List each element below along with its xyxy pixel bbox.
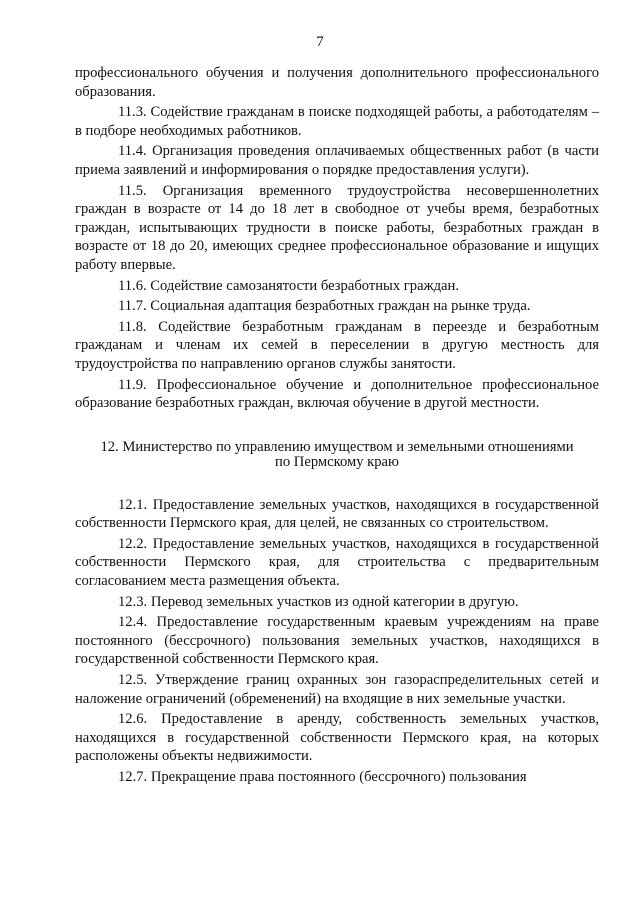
section-12-heading-line2: по Пермскому краю [275,454,399,471]
paragraph-12-2: 12.2. Предоставление земельных участков, находящихся в государственной собственности Пермского края, для строительства с предварительным согласованием места размещения объекта. [75,535,599,590]
paragraph-11-8: 11.8. Содействие безработным гражданам в переезде и безработным гражданам и членам их семей в переселении в другую местность для трудоустройства по направлению органов службы занятости. [75,318,599,372]
paragraph-12-3: 12.3. Перевод земельных участков из одной категории в другую. [118,593,519,610]
document-body [75,64,599,789]
paragraph-11-9: 11.9. Профессиональное обучение и дополнительное профессиональное образование безработных граждан, включая обучение в другой местности. [75,376,599,412]
section-12-heading-line1: 12. Министерство по управлению имуществом и земельными отношениями [100,438,574,455]
paragraph-12-5: 12.5. Утверждение границ охранных зон газораспределительных сетей и наложение ограничений (обременений) на входящие в них земельные участки. [75,672,599,707]
paragraph-11-5: 11.5. Организация временного трудоустройства несовершеннолетних граждан в возрасте от 14 до 18 лет в свободное от учебы время, безработных граждан, испытывающих трудности в поиске работы, безработных граждан в возрасте от 18 до 20, имеющих среднее профессиональное образование и ищущих работу впервые. [75,182,599,273]
section-12-heading [75,440,599,471]
paragraph-11-4: 11.4. Организация проведения оплачиваемых общественных работ (в части приема заявлений и информирования о порядке предоставления услуги). [75,143,599,178]
paragraph-11-6: 11.6. Содействие самозанятости безработных граждан. [118,277,459,294]
paragraph-12-1: 12.1. Предоставление земельных участков, находящихся в государственной собственности Пермского края, для целей, не связанных со строительством. [75,496,599,532]
paragraph-11-continuation: профессионального обучения и получения дополнительного профессионального образования. [75,65,599,100]
paragraph-11-3: 11.3. Содействие гражданам в поиске подходящей работы, а работодателям – в подборе необходимых работников. [75,104,599,139]
paragraph-12-7: 12.7. Прекращение права постоянного (бессрочного) пользования [118,769,527,785]
page-number: 7 [316,34,324,50]
paragraph-11-7: 11.7. Социальная адаптация безработных граждан на рынке труда. [118,298,531,315]
paragraph-12-6: 12.6. Предоставление в аренду, собственность земельных участков, находящихся в государственной собственности Пермского края, на которых расположены объекты недвижимости. [75,711,599,765]
paragraph-12-4: 12.4. Предоставление государственным краевым учреждениям на праве постоянного (бессрочного) пользования земельных участков, находящихся в государственной собственности Пермского края. [75,614,599,668]
